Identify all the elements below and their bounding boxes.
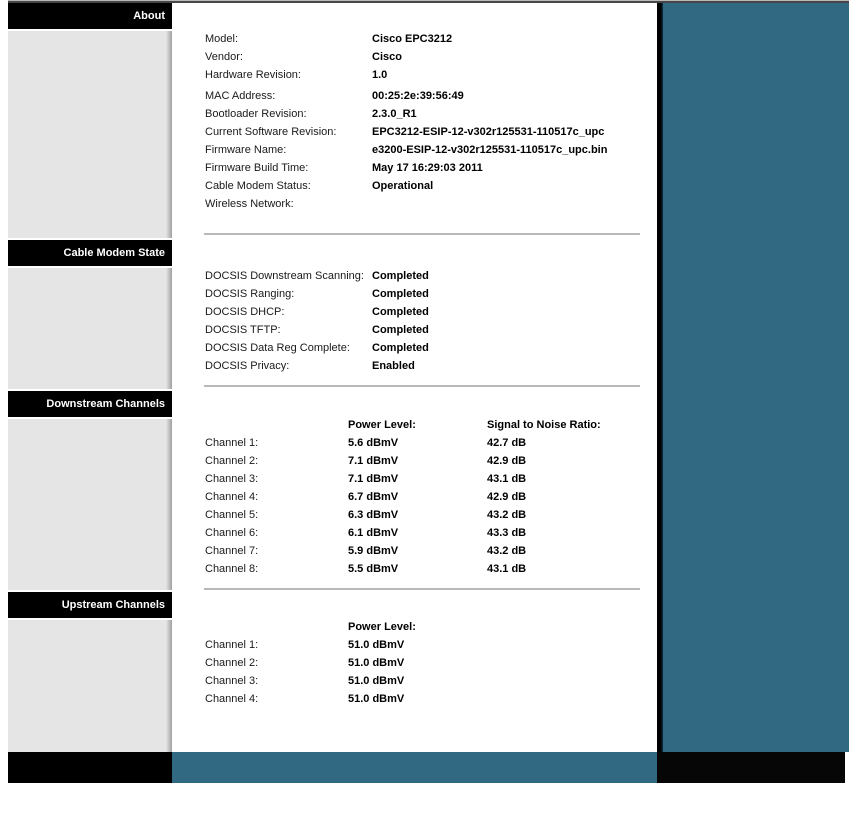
table-row: [172, 657, 657, 671]
info-value: Completed: [372, 270, 429, 282]
info-value: 00:25:2e:39:56:49: [372, 90, 464, 102]
power-value: 51.0 dBmV: [348, 639, 405, 651]
table-row: [172, 675, 657, 689]
sidebar-panel-about: [8, 31, 172, 238]
table-header-row: [172, 621, 657, 635]
footer-bar-left: [8, 752, 172, 783]
snr-value: 43.1 dB: [487, 563, 527, 575]
info-row: [172, 162, 657, 176]
section-separator: [204, 385, 640, 387]
snr-value: 43.3 dB: [487, 527, 527, 539]
info-row: [172, 360, 657, 374]
channel-label: Channel 4:: [205, 491, 259, 503]
info-value: Completed: [372, 342, 429, 354]
footer-bar-center: [172, 752, 657, 783]
info-row: [172, 69, 657, 83]
info-row: [172, 144, 657, 158]
info-label: DOCSIS Downstream Scanning:: [205, 270, 364, 282]
info-row: [172, 288, 657, 302]
table-row: [172, 473, 657, 487]
info-value: Completed: [372, 288, 429, 300]
sidebar-panel-downstream-channels: [8, 419, 172, 590]
snr-header: Signal to Noise Ratio:: [487, 419, 601, 431]
power-value: 51.0 dBmV: [348, 675, 405, 687]
power-value: 5.5 dBmV: [348, 563, 399, 575]
table-row: [172, 491, 657, 505]
info-row: [172, 198, 657, 212]
sidebar-panel-cable-modem-state: [8, 268, 172, 389]
info-row: [172, 126, 657, 140]
snr-value: 42.9 dB: [487, 491, 527, 503]
channel-label: Channel 8:: [205, 563, 259, 575]
info-value: Cisco: [372, 51, 402, 63]
power-value: 6.1 dBmV: [348, 527, 399, 539]
channel-label: Channel 3:: [205, 473, 259, 485]
info-label: Vendor:: [205, 51, 243, 63]
info-label: DOCSIS DHCP:: [205, 306, 285, 318]
power-value: 51.0 dBmV: [348, 657, 405, 669]
table-row: [172, 455, 657, 469]
table-header-row: [172, 419, 657, 433]
info-label: Firmware Build Time:: [205, 162, 309, 174]
power-value: 5.6 dBmV: [348, 437, 399, 449]
power-value: 7.1 dBmV: [348, 473, 399, 485]
info-label: Wireless Network:: [205, 198, 294, 210]
snr-value: 42.9 dB: [487, 455, 527, 467]
info-value: Enabled: [372, 360, 415, 372]
table-row: [172, 563, 657, 577]
info-value: May 17 16:29:03 2011: [372, 162, 483, 174]
info-label: DOCSIS Ranging:: [205, 288, 295, 300]
power-value: 5.9 dBmV: [348, 545, 399, 557]
info-value: e3200-ESIP-12-v302r125531-110517c_upc.bin: [372, 144, 608, 156]
channel-label: Channel 1:: [205, 639, 259, 651]
info-label: DOCSIS Privacy:: [205, 360, 290, 372]
channel-label: Channel 1:: [205, 437, 259, 449]
snr-value: 42.7 dB: [487, 437, 527, 449]
sidebar-header-upstream-channels: Upstream Channels: [8, 592, 172, 618]
channel-label: Channel 4:: [205, 693, 259, 705]
info-row: [172, 90, 657, 104]
channel-label: Channel 2:: [205, 455, 259, 467]
channel-label: Channel 2:: [205, 657, 259, 669]
info-value: Cisco EPC3212: [372, 33, 453, 45]
sidebar-header-cable-modem-state: Cable Modem State: [8, 240, 172, 266]
info-label: Model:: [205, 33, 239, 45]
info-value: Operational: [372, 180, 434, 192]
power-level-header: Power Level:: [348, 621, 416, 633]
channel-label: Channel 7:: [205, 545, 259, 557]
footer-bar-right: [657, 752, 845, 783]
snr-value: 43.1 dB: [487, 473, 527, 485]
info-label: Bootloader Revision:: [205, 108, 307, 120]
section-separator: [204, 233, 640, 235]
power-value: 7.1 dBmV: [348, 455, 399, 467]
info-value: Completed: [372, 306, 429, 318]
info-label: Firmware Name:: [205, 144, 287, 156]
table-row: [172, 509, 657, 523]
info-row: [172, 324, 657, 338]
right-accent-column: [663, 3, 849, 752]
table-row: [172, 639, 657, 653]
sidebar-header-about: About: [8, 3, 172, 29]
channel-label: Channel 6:: [205, 527, 259, 539]
info-value: EPC3212-ESIP-12-v302r125531-110517c_upc: [372, 126, 605, 138]
info-value: 1.0: [372, 69, 388, 81]
info-value: Completed: [372, 324, 429, 336]
info-row: [172, 108, 657, 122]
snr-value: 43.2 dB: [487, 509, 527, 521]
sidebar-panel-upstream-channels: [8, 620, 172, 752]
info-label: DOCSIS TFTP:: [205, 324, 281, 336]
channel-label: Channel 3:: [205, 675, 259, 687]
power-value: 6.7 dBmV: [348, 491, 399, 503]
info-row: [172, 270, 657, 284]
info-row: [172, 51, 657, 65]
info-row: [172, 33, 657, 47]
table-row: [172, 545, 657, 559]
power-level-header: Power Level:: [348, 419, 416, 431]
info-label: Current Software Revision:: [205, 126, 337, 138]
snr-value: 43.2 dB: [487, 545, 527, 557]
section-separator: [204, 588, 640, 590]
table-row: [172, 527, 657, 541]
power-value: 6.3 dBmV: [348, 509, 399, 521]
info-row: [172, 180, 657, 194]
table-row: [172, 437, 657, 451]
sidebar-header-downstream-channels: Downstream Channels: [8, 391, 172, 417]
info-value: 2.3.0_R1: [372, 108, 417, 120]
channel-label: Channel 5:: [205, 509, 259, 521]
power-value: 51.0 dBmV: [348, 693, 405, 705]
info-row: [172, 306, 657, 320]
info-label: DOCSIS Data Reg Complete:: [205, 342, 350, 354]
info-label: Cable Modem Status:: [205, 180, 311, 192]
content-area: [172, 3, 657, 752]
table-row: [172, 693, 657, 707]
info-row: [172, 342, 657, 356]
info-label: Hardware Revision:: [205, 69, 301, 81]
info-label: MAC Address:: [205, 90, 276, 102]
